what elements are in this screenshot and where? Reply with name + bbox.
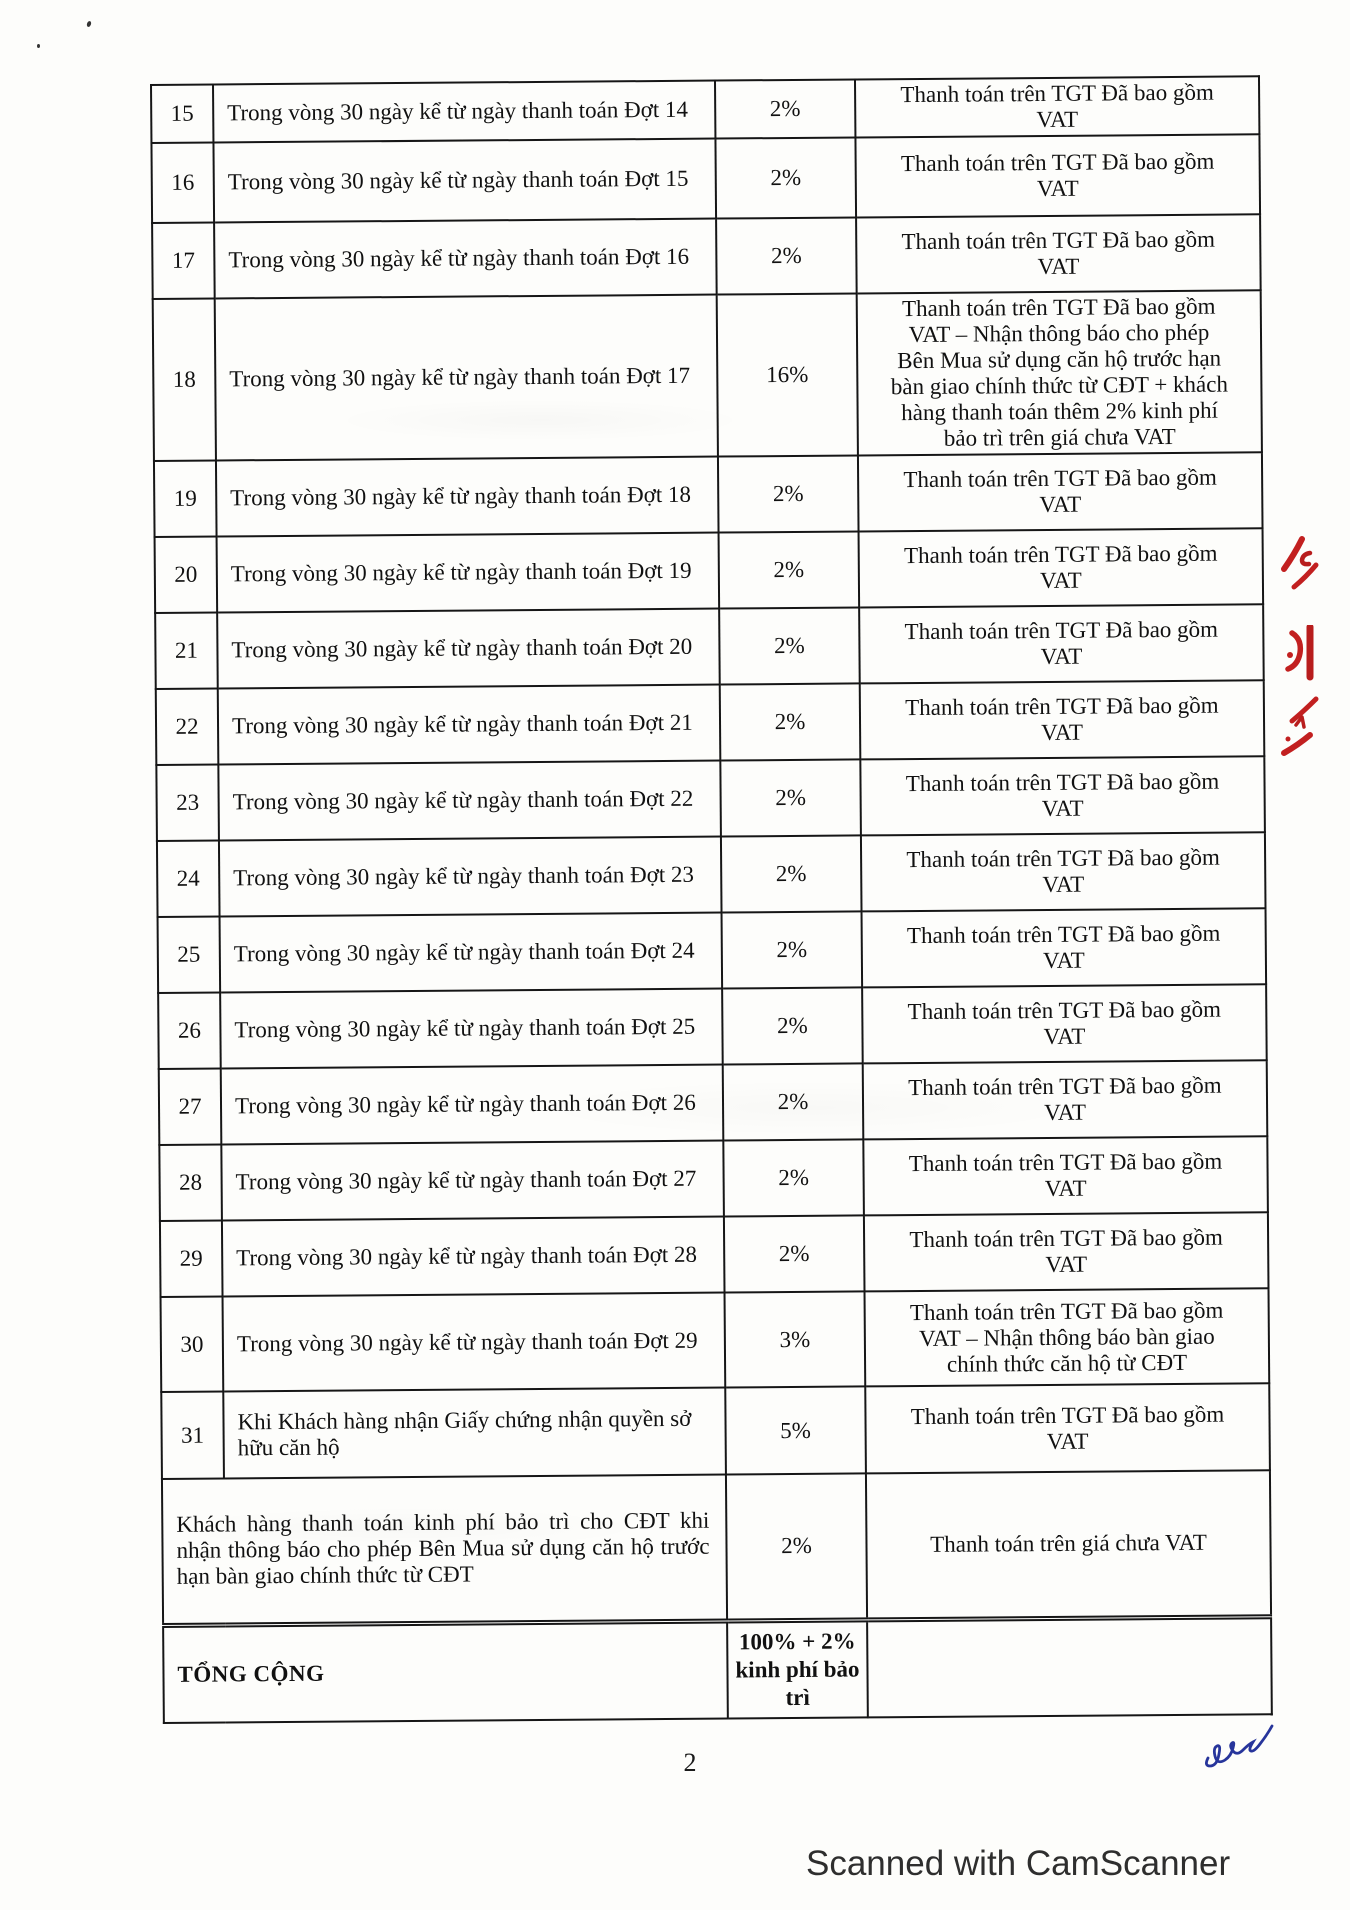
note-cell: Thanh toán trên TGT Đã bao gồm VAT: [855, 76, 1259, 137]
signature-icon: [1200, 1712, 1278, 1770]
note-cell: Thanh toán trên TGT Đã bao gồm VAT: [862, 908, 1267, 987]
percent-cell: 2%: [720, 759, 861, 836]
table-row: [161, 1383, 1270, 1479]
note-cell: Thanh toán trên TGT Đã bao gồm VAT: [859, 528, 1264, 607]
description-cell: Trong vòng 30 ngày kể từ ngày thanh toán Đợt 23: [219, 837, 722, 917]
row-number-cell: 26: [158, 992, 221, 1068]
description-cell: Trong vòng 30 ngày kể từ ngày thanh toán Đợt 14: [213, 81, 715, 143]
row-number-cell: 20: [155, 536, 218, 612]
note-cell: Thanh toán trên TGT Đã bao gồm VAT: [864, 1212, 1269, 1291]
percent-cell: 2%: [716, 217, 857, 294]
camscanner-footer-label: Scanned with CamScanner: [806, 1844, 1231, 1883]
row-number-cell: 19: [154, 460, 217, 536]
table-row: [157, 832, 1266, 917]
note-cell: Thanh toán trên TGT Đã bao gồm VAT: [861, 832, 1266, 911]
table-row: [158, 984, 1267, 1069]
table-row: [159, 1136, 1268, 1221]
table-row: [156, 680, 1265, 765]
note-cell: Thanh toán trên TGT Đã bao gồm VAT – Nhận thông báo cho phép Bên Mua sử dụng căn hộ trước hạn bàn giao chính thức từ CĐT + khách hàng thanh toán thêm 2% kinh phí bảo trì trên giá chưa VAT: [857, 290, 1262, 455]
row-number-cell: 15: [151, 85, 213, 143]
note-cell: Thanh toán trên TGT Đã bao gồm VAT: [860, 756, 1265, 835]
table-row: [156, 756, 1265, 841]
description-cell: Trong vòng 30 ngày kể từ ngày thanh toán Đợt 15: [213, 139, 716, 223]
description-cell: Khách hàng thanh toán kinh phí bảo trì cho CĐT khi nhận thông báo cho phép Bên Mua sử dụng căn hộ trước hạn bàn giao chính thức từ CĐT: [162, 1475, 727, 1625]
table-row: [161, 1288, 1270, 1392]
description-cell: Trong vòng 30 ngày kể từ ngày thanh toán Đợt 18: [216, 457, 719, 537]
percent-cell: 2%: [718, 455, 859, 532]
note-cell: Thanh toán trên giá chưa VAT: [866, 1470, 1271, 1619]
note-cell: Thanh toán trên TGT Đã bao gồm VAT: [862, 984, 1267, 1063]
row-number-cell: 22: [156, 688, 219, 764]
percent-cell: 2%: [719, 607, 860, 684]
row-number-cell: 16: [151, 143, 214, 223]
note-cell: Thanh toán trên TGT Đã bao gồm VAT: [865, 1383, 1270, 1473]
percent-cell: 2%: [721, 835, 862, 912]
row-number-cell: 27: [159, 1068, 222, 1144]
row-number-cell: 28: [159, 1144, 222, 1220]
total-percent-cell: 100% + 2% kinh phí bảo trì: [727, 1619, 868, 1718]
percent-cell: 2%: [722, 987, 863, 1064]
total-note-cell: [867, 1616, 1272, 1717]
description-cell: Trong vòng 30 ngày kể từ ngày thanh toán Đợt 22: [218, 761, 721, 841]
note-cell: Thanh toán trên TGT Đã bao gồm VAT: [860, 680, 1265, 759]
scan-speck: [37, 44, 40, 48]
row-number-cell: 31: [161, 1391, 224, 1478]
percent-cell: 2%: [722, 911, 863, 988]
table-row: [152, 214, 1261, 299]
total-row: [163, 1616, 1272, 1723]
note-cell: Thanh toán trên TGT Đã bao gồm VAT: [855, 134, 1260, 217]
description-cell: Trong vòng 30 ngày kể từ ngày thanh toán Đợt 29: [223, 1293, 726, 1392]
table-row: [158, 908, 1267, 993]
total-label-cell: TỔNG CỘNG: [163, 1621, 728, 1723]
scan-speck: [86, 20, 92, 27]
percent-cell: 2%: [723, 1063, 864, 1140]
row-number-cell: 18: [153, 298, 216, 460]
description-cell: Trong vòng 30 ngày kể từ ngày thanh toán Đợt 19: [217, 533, 720, 613]
payment-schedule-table: [150, 75, 1271, 1724]
table-row: [159, 1060, 1268, 1145]
percent-cell: 5%: [725, 1386, 866, 1474]
percent-cell: 2%: [724, 1215, 865, 1292]
row-number-cell: 24: [157, 840, 220, 916]
row-number-cell: 23: [156, 764, 219, 840]
description-cell: Trong vòng 30 ngày kể từ ngày thanh toán Đợt 20: [217, 609, 720, 689]
note-cell: Thanh toán trên TGT Đã bao gồm VAT: [863, 1060, 1268, 1139]
description-cell: Trong vòng 30 ngày kể từ ngày thanh toán Đợt 17: [215, 295, 718, 461]
table-row: [154, 452, 1263, 537]
red-ink-mark-1: [1280, 535, 1328, 593]
description-cell: Trong vòng 30 ngày kể từ ngày thanh toán Đợt 25: [220, 989, 723, 1069]
row-number-cell: 25: [158, 916, 221, 992]
note-cell: Thanh toán trên TGT Đã bao gồm VAT: [858, 452, 1263, 531]
table-row: [153, 290, 1262, 461]
note-cell: Thanh toán trên TGT Đã bao gồm VAT: [863, 1136, 1268, 1215]
description-cell: Trong vòng 30 ngày kể từ ngày thanh toán Đợt 21: [218, 685, 721, 765]
table-row: [155, 604, 1264, 689]
percent-cell: 2%: [720, 683, 861, 760]
table-row: [151, 134, 1260, 223]
description-cell: Trong vòng 30 ngày kể từ ngày thanh toán Đợt 26: [221, 1065, 724, 1145]
description-cell: Trong vòng 30 ngày kể từ ngày thanh toán Đợt 16: [214, 219, 717, 299]
description-cell: Trong vòng 30 ngày kể từ ngày thanh toán Đợt 28: [222, 1217, 725, 1297]
row-number-cell: 21: [155, 612, 218, 688]
row-number-cell: 30: [161, 1296, 224, 1391]
percent-cell: 2%: [715, 79, 855, 138]
table-row: [155, 528, 1264, 613]
percent-cell: 2%: [726, 1473, 867, 1620]
row-number-cell: 29: [160, 1220, 223, 1296]
description-cell: Trong vòng 30 ngày kể từ ngày thanh toán Đợt 24: [220, 913, 723, 993]
percent-cell: 2%: [715, 137, 856, 218]
note-cell: Thanh toán trên TGT Đã bao gồm VAT: [856, 214, 1261, 293]
percent-cell: 3%: [725, 1291, 866, 1387]
page-number: 2: [683, 1748, 697, 1777]
table-row: [151, 76, 1259, 143]
note-cell: Thanh toán trên TGT Đã bao gồm VAT: [859, 604, 1264, 683]
red-ink-mark-2: [1282, 625, 1322, 681]
row-number-cell: 17: [152, 223, 215, 299]
description-cell: Trong vòng 30 ngày kể từ ngày thanh toán Đợt 27: [221, 1141, 724, 1221]
percent-cell: 2%: [719, 531, 860, 608]
percent-cell: 2%: [723, 1139, 864, 1216]
red-ink-mark-3: [1276, 695, 1324, 759]
maintenance-fee-row: [162, 1470, 1271, 1625]
note-cell: Thanh toán trên TGT Đã bao gồm VAT – Nhận thông báo bàn giao chính thức căn hộ từ CĐT: [865, 1288, 1270, 1386]
table-row: [160, 1212, 1269, 1297]
percent-cell: 16%: [717, 293, 858, 456]
description-cell: Khi Khách hàng nhận Giấy chứng nhận quyền sở hữu căn hộ: [223, 1388, 726, 1479]
